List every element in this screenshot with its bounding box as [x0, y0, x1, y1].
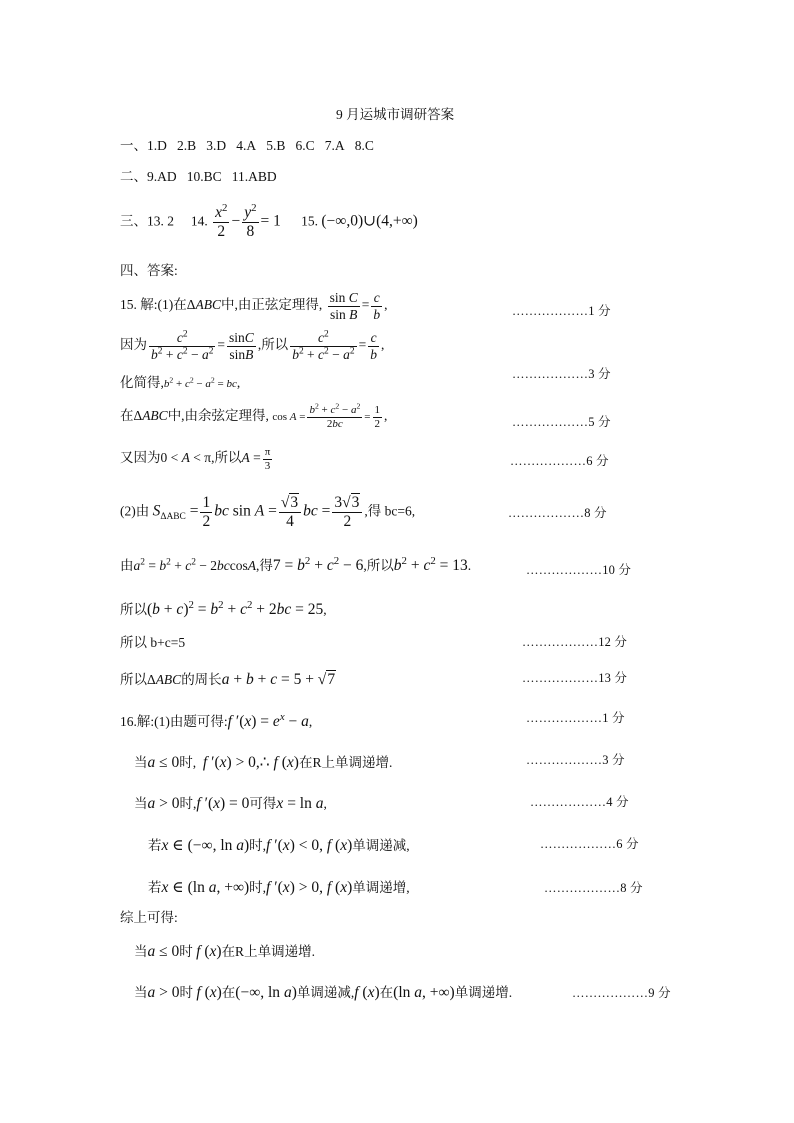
answer-15-value: (−∞,0)∪(4,+∞) — [321, 212, 418, 230]
p15-line8: 所以$(b + c)^2 = b^2 + c^2 + 2bc = 25$, — [120, 598, 327, 618]
p15-line7: 由$a^2 = b^2 + c^2 - 2bccosA$,得$7 = b^2 + c^2 - 6$,所以$b^2 + c^2 = 13$. — [120, 554, 472, 574]
p15-part1: (1) — [157, 297, 174, 313]
p16-summary-dec: 单调递减, — [296, 985, 355, 1000]
answer-10: 10.BC — [186, 169, 222, 184]
p15-frac-cb: $\frac{c}{b}$ — [373, 290, 381, 322]
p16-line4 — [148, 838, 410, 854]
answer-4: 4.A — [236, 138, 257, 153]
p16-ruo: 若 — [148, 838, 162, 853]
p16-ruo-2: 若 — [148, 880, 162, 895]
section2-prefix: 二、 — [120, 169, 147, 184]
p15-cosine-law: 中,由余弦定理得, — [167, 408, 269, 424]
p15-frac-pi3: $\frac{\pi}{3}$ — [264, 446, 271, 472]
answer-11: 11.ABD — [231, 169, 277, 184]
p16-case1: f ′(x) > 0,∴ f (x) — [202, 754, 299, 771]
p16-summary2: 当a > 0时 f (x)在(−∞, ln a)单调递减,f (x)在(ln a, +∞)单调递增. — [134, 984, 513, 1001]
section4-heading: 四、答案: — [120, 263, 178, 278]
answer-7: 7.A — [324, 138, 345, 153]
p15-frac-cos: $\frac{b^2 + c^2 - a^2}{2bc}$ — [309, 401, 361, 430]
p15-line5 — [120, 446, 274, 472]
p15-perimeter-expr: a + b + c = 5 + √7 — [221, 671, 336, 688]
p15-score-3: ………………3 分 — [512, 367, 611, 381]
p16-summary1: 当a ≤ 0时 f (x)在R上单调递增. — [134, 943, 315, 960]
answer-14-frac-y: $\frac{y^2}{8}$ — [244, 201, 257, 240]
answer-14-frac-x: $\frac{x^2}{2}$ — [215, 201, 228, 240]
p16-case2: f ′(x) = 0 — [196, 795, 250, 812]
p16-zai: 在 — [221, 985, 236, 1000]
p15-frac-sqrt3-4: $\frac{√3}{4}$ — [279, 494, 301, 531]
p16-score-3: ………………3 分 — [526, 753, 625, 767]
p16-shi: 时, — [179, 755, 197, 770]
p15-triangle: ΔABC — [186, 297, 221, 313]
p16-derivative: f $'(x) = e^x - a$ — [227, 710, 309, 730]
p15-score-1: ………………1 分 — [512, 304, 611, 318]
p16-line2: 当a ≤ 0时, f ′(x) > 0,∴ f (x)在R上单调递增. — [134, 754, 393, 771]
p16-inc: 单调递增, — [352, 880, 410, 895]
p16-score-4: ………………4 分 — [530, 795, 629, 809]
p15-score-5: ………………5 分 — [512, 415, 611, 429]
p15-simplified: $b^2 + c^2 - a^2$ = bc — [163, 375, 237, 390]
p16-zai-2: 在 — [379, 985, 394, 1000]
p16-shi-4: 时, — [249, 880, 267, 895]
p15-line9: 所以 b+c=5 — [120, 635, 186, 650]
answer-14-label: 14. — [190, 213, 208, 229]
p15-in-2: 在 — [120, 408, 134, 424]
answer-8: 8.C — [354, 138, 374, 153]
p15-frac-half2: $\frac{1}{2}$ — [202, 494, 211, 530]
p16-inc-R-2: 在R上单调递增. — [221, 944, 315, 959]
p16-inc-R: 在R上单调递增. — [298, 755, 393, 770]
p15-score-10: ………………10 分 — [526, 563, 632, 577]
answer-15-label: 15. — [301, 213, 318, 229]
p15-line1: 15. 解:(1)在ΔABC中,由正弦定理得, $\frac{\text{sin C}}{\text{sin B}}$ = $\frac{c}{b}$ , — [120, 290, 388, 322]
section1-prefix: 一、 — [120, 138, 147, 153]
p15-score-6: ………………6 分 — [510, 454, 609, 468]
p16-shi-2: 时, — [179, 796, 197, 811]
p15-perimeter-pre: 所以 — [120, 672, 147, 687]
p16-neg-deriv: f ′(x) < 0, f (x) — [266, 837, 353, 854]
p16-summary-heading: 综上可得: — [120, 910, 178, 925]
p15-de: ,得 — [256, 558, 273, 573]
p16-line1: 16.解:(1)由题可得:f $'(x) = e^x - a$, — [120, 710, 313, 730]
p16-dang: 当 — [134, 755, 148, 770]
p15-frac-cb2: $\frac{c}{b}$ — [370, 330, 377, 362]
p15-frac-sinC2: $\frac{\sin C}{\sin B}$ — [229, 330, 254, 362]
p15-youyinwei: 又因为 — [120, 450, 161, 466]
p16-label: 16.解:(1)由题可得: — [120, 714, 228, 729]
p16-line3: 当a > 0时,f ′(x) = 0可得x = ln a, — [134, 795, 327, 812]
p16-summary-inc: 单调递增. — [454, 985, 513, 1000]
answer-2: 2.B — [177, 138, 197, 153]
answer-9: 9.AD — [147, 169, 177, 184]
p15-frac-half: $\frac{1}{2}$ — [374, 404, 381, 430]
p15-suoyi-A: ,所以 — [211, 450, 242, 466]
p16-interval-1: x ∈ (−∞, ln a) — [161, 837, 250, 854]
p16-pos-deriv: f ′(x) > 0, f (x) — [266, 879, 353, 896]
p15-eq25: $(b + c)^2 = b^2 + c^2 + 2bc = 25$ — [147, 598, 324, 618]
p15-score-12: ………………12 分 — [522, 635, 628, 649]
p15-de-bc: ,得 bc=6, — [364, 503, 416, 519]
p15-suoyi3: 所以 — [120, 602, 147, 617]
section2-answers — [120, 170, 277, 184]
section3-answers: 三、13. 2 14. $\frac{x^2}{2}$ − $\frac{y^2}{8}$ = 1 15. (−∞,0)∪(4,+∞) — [120, 201, 418, 240]
p15-frac-3sqrt3-2: $\frac{3√3}{2}$ — [332, 494, 362, 531]
p15-eq7: $7 = b^2 + c^2 - 6$ — [272, 554, 364, 574]
answer-3: 3.D — [206, 138, 227, 153]
p15-part2: (2)由 — [120, 503, 150, 519]
p15-frac-c2: $\frac{c^2}{b^2 + c^2 - a^2}$ — [151, 329, 214, 362]
answer-5: 5.B — [266, 138, 286, 153]
p15-suoyi2: ,所以 — [363, 558, 394, 573]
p15-in: 在 — [173, 297, 187, 313]
p16-line5 — [148, 880, 410, 896]
p16-interval-2: x ∈ (ln a, +∞) — [161, 879, 250, 896]
p15-frac-c2b: $\frac{c^2}{b^2 + c^2 - a^2}$ — [292, 329, 355, 362]
p15-eq13: $b^2 + c^2 = 13$ — [393, 554, 468, 574]
p15-score-8: ………………8 分 — [508, 506, 607, 520]
p15-you: 由 — [120, 558, 134, 573]
p16-shi-3: 时, — [249, 838, 267, 853]
answer-1: 1.D — [147, 138, 167, 153]
p15-score-13: ………………13 分 — [522, 671, 628, 685]
p15-triangle-3: ΔABC — [147, 672, 182, 687]
p15-huajian: 化简得, — [120, 375, 164, 390]
p16-dang-4: 当 — [134, 985, 148, 1000]
section1-answers — [120, 139, 374, 153]
p16-dang-3: 当 — [134, 944, 148, 959]
answer-13: 13. 2 — [147, 213, 174, 229]
p15-law-expr: $a^2 = b^2 + c^2 - 2bccosA$ — [133, 557, 257, 573]
p16-score-6: ………………6 分 — [540, 837, 639, 851]
p15-suoyi: ,所以 — [257, 337, 289, 353]
p16-dec: 单调递减, — [352, 838, 410, 853]
answer-6: 6.C — [295, 138, 315, 153]
p16-kede: 可得 — [249, 796, 277, 811]
p16-dang-2: 当 — [134, 796, 148, 811]
p15-frac-sinC: $\frac{\text{sin C}}{\text{sin B}}$ — [329, 290, 358, 322]
p16-score-9: ………………9 分 — [572, 986, 671, 1000]
section3-prefix: 三、 — [120, 213, 147, 229]
p15-label: 15. 解: — [120, 297, 158, 313]
p15-perimeter-mid: 的周长 — [181, 672, 222, 687]
p15-range-A: 0 < A < π — [160, 450, 212, 466]
p15-sine-law: 中,由正弦定理得, — [220, 297, 323, 313]
p16-score-8: ………………8 分 — [544, 881, 643, 895]
p15-line6: (2)由 $S_{\Delta ABC}$ = $\frac{1}{2}$ bc sin A = $\frac{√3}{4}$ bc = $\frac{3√3}{2}$ ,得 bc=6, — [120, 494, 416, 530]
p15-yinwei: 因为 — [120, 337, 147, 353]
p15-triangle-2: ΔABC — [133, 408, 168, 424]
p15-line4: 在ΔABC中,由余弦定理得, cos A = $\frac{b^2 + c^2 - a^2}{2bc}$ = $\frac{1}{2}$ , — [120, 401, 388, 430]
page-title: 9 月运城市调研答案 — [336, 107, 455, 122]
p16-score-1: ………………1 分 — [526, 711, 625, 725]
p15-line3: 化简得$,b^2 + c^2 - a^2$ = bc, — [120, 375, 241, 390]
p15-A-eq: A = — [241, 450, 261, 466]
p15-line10 — [120, 672, 336, 688]
p15-line2: 因为 $\frac{c^2}{b^2 + c^2 - a^2}$ = $\frac{\sin C}{\sin B}$ ,所以 $\frac{c^2}{b^2 + c^2 - a^2}$ = $\frac{c}{b}$ , — [120, 329, 385, 362]
